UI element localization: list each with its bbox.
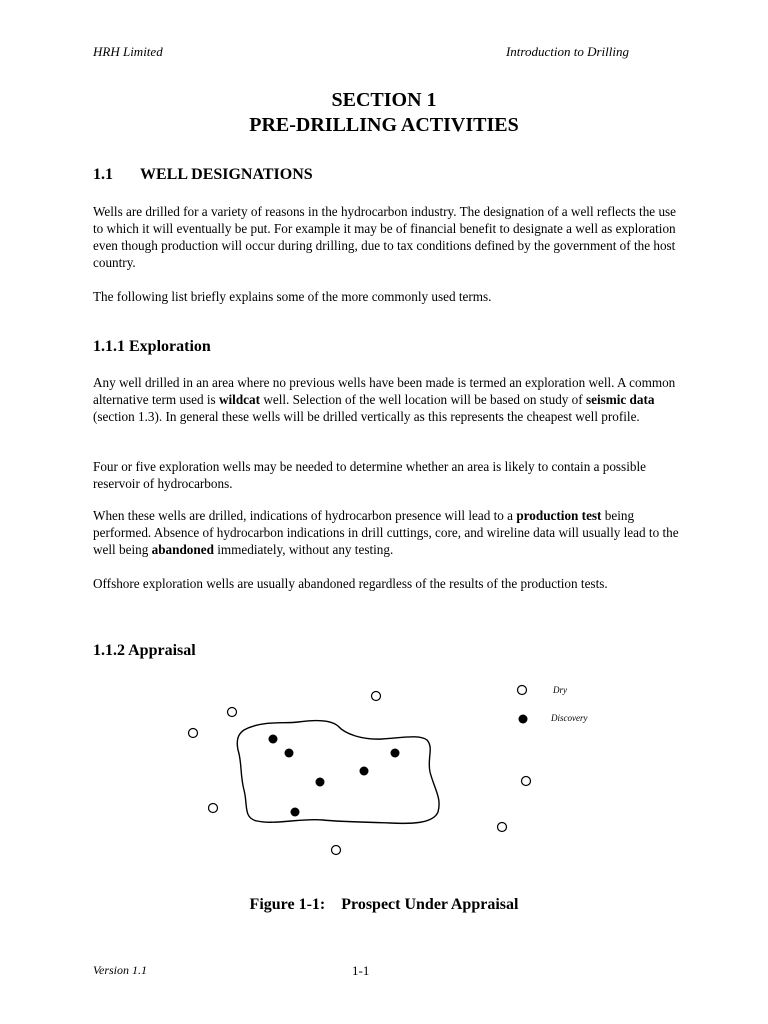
- heading-exploration: 1.1.1 Exploration: [93, 338, 211, 355]
- legend-dry-label: Dry: [553, 685, 567, 695]
- legend-dry-symbol: [518, 686, 527, 695]
- dry-well-marker: [498, 823, 507, 832]
- paragraph-well-designations-2: The following list briefly explains some of the more commonly used terms.: [93, 289, 492, 304]
- dry-well-marker: [209, 804, 218, 813]
- prospect-map-diagram: [0, 670, 768, 870]
- term-production-test: production test: [516, 508, 602, 523]
- paragraph-exploration-4: Offshore exploration wells are usually abandoned regardless of the results of the production tests.: [93, 576, 608, 591]
- discovery-well-marker: [316, 778, 325, 787]
- figure-caption-label: Figure 1-1:: [249, 896, 326, 913]
- figure-caption-title: Prospect Under Appraisal: [341, 896, 519, 913]
- term-wildcat: wildcat: [218, 392, 261, 407]
- figure-caption: [0, 896, 768, 914]
- dry-well-marker: [228, 708, 237, 717]
- prospect-boundary: [237, 721, 439, 824]
- dry-well-marker: [522, 777, 531, 786]
- dry-well-marker: [189, 729, 198, 738]
- heading-well-designations: [93, 166, 313, 184]
- discovery-well-marker: [285, 749, 294, 758]
- section-subtitle: PRE-DRILLING ACTIVITIES: [249, 114, 519, 136]
- discovery-well-marker: [360, 767, 369, 776]
- footer-page-number: 1-1: [352, 963, 370, 978]
- footer-version: Version 1.1: [93, 963, 147, 977]
- paragraph-exploration-2: Four or five exploration wells may be needed to determine whether an area is likely to contain a possible reservoir of hydrocarbons.: [93, 459, 646, 491]
- legend-discovery-symbol: [519, 715, 528, 724]
- paragraph-exploration-3: When these wells are drilled, indications of hydrocarbon presence will lead to a production test being performed. Absence of hydrocarbon indications in drill cuttings, core, and wireline data will usually lead to the well being abandoned immediately, without any testing.: [93, 508, 679, 557]
- paragraph-exploration-1: Any well drilled in an area where no previous wells have been made is termed an exploration well. A common alternative term used is wildcat well. Selection of the well location will be based on study of seismic data (section 1.3). In general these wells will be drilled vertically as this represents the cheapest well profile.: [93, 375, 676, 424]
- heading-appraisal: 1.1.2 Appraisal: [93, 642, 196, 659]
- term-seismic-data: seismic data: [585, 392, 655, 407]
- discovery-well-marker: [391, 749, 400, 758]
- heading-text: WELL DESIGNATIONS: [140, 166, 313, 183]
- dry-well-marker: [332, 846, 341, 855]
- discovery-well-marker: [269, 735, 278, 744]
- header-document-title: Introduction to Drilling: [505, 44, 629, 59]
- section-title: SECTION 1: [331, 89, 437, 111]
- heading-number: 1.1: [93, 166, 113, 183]
- header-company: HRH Limited: [93, 44, 163, 59]
- term-abandoned: abandoned: [151, 542, 214, 557]
- dry-well-marker: [372, 692, 381, 701]
- paragraph-well-designations-1: Wells are drilled for a variety of reasons in the hydrocarbon industry. The designation of a well reflects the use to which it will eventually be put. For example it may be of financial benefit to designate a well as exploration even though production will occur during drilling, due to tax conditions defined by the government of the host country.: [93, 204, 677, 270]
- legend-discovery-label: Discovery: [551, 713, 588, 723]
- discovery-well-marker: [291, 808, 300, 817]
- figure-prospect-under-appraisal: [0, 670, 768, 870]
